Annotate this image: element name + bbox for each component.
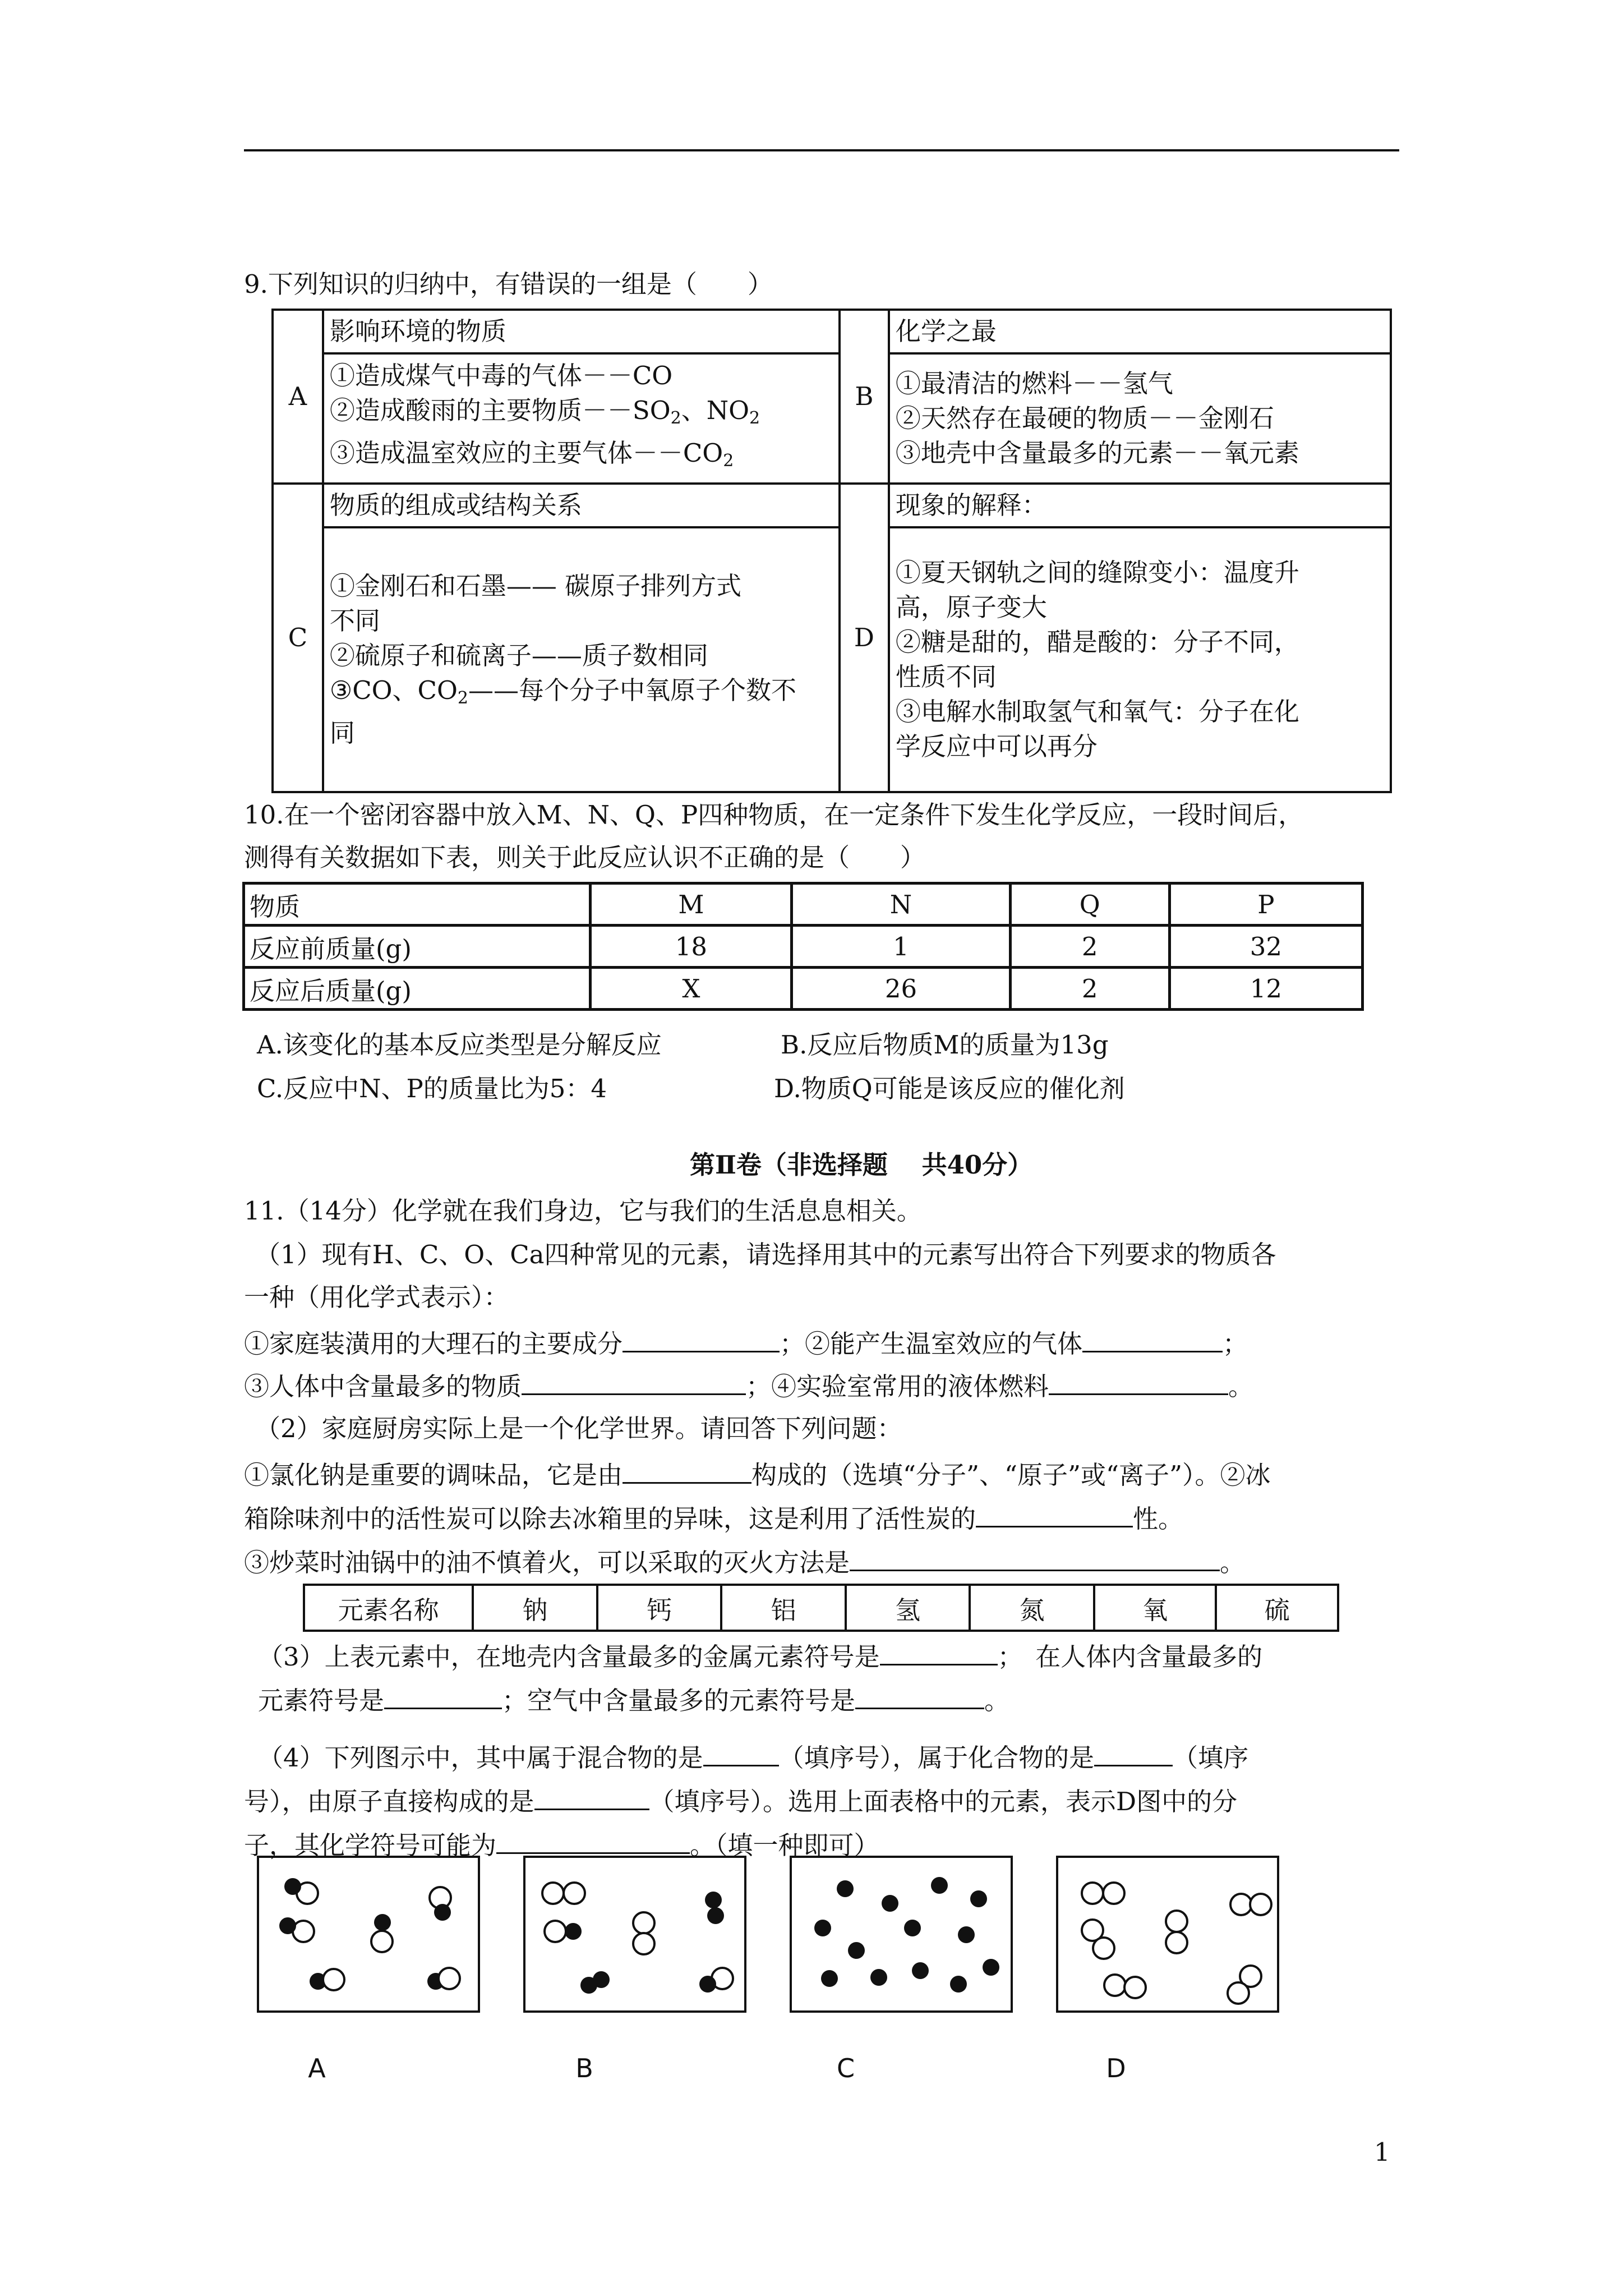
table-cell: 18 (591, 926, 792, 968)
white-atom (1227, 1981, 1250, 2005)
table-cell: X (591, 968, 792, 1010)
q9-letter-b: B (840, 310, 889, 484)
q9-table (271, 309, 1392, 793)
q10-option-d: D.物质Q可能是该反应的催化剂 (774, 1074, 1125, 1103)
q11-p2-line3: 箱除味剂中的活性炭可以除去冰箱里的异味，这是利用了活性炭的 性。 (244, 1499, 1183, 1536)
white-atom (1165, 1931, 1188, 1954)
figure-label-c: C (836, 2053, 855, 2083)
q11-p3-line2: 元素符号是 ；空气中含量最多的元素符号是 。 (258, 1681, 1009, 1718)
black-atom (284, 1878, 301, 1895)
q10-option-c: C.反应中N、P的质量比为5：4 (257, 1074, 607, 1103)
white-atom (1165, 1910, 1188, 1933)
q9-c-line1b: 不同 (329, 606, 380, 636)
black-atom (821, 1970, 838, 1987)
q10-stem-2: 测得有关数据如下表，则关于此反应认识不正确的是（ ） (244, 843, 926, 872)
q11-p2-line4: ③炒菜时油锅中的油不慎着火，可以采取的灭火方法是 。 (244, 1543, 1245, 1580)
q9-a-items (323, 353, 840, 484)
answer-blank[interactable] (384, 1681, 502, 1709)
q9-d-line2b: 性质不同 (895, 662, 997, 692)
q9-letter-d: D (840, 484, 889, 792)
q11-p1-line1: （1）现有H、C、O、Ca四种常见的元素，请选择用其中的元素写出符合下列要求的物质各 (255, 1240, 1276, 1269)
black-atom (593, 1971, 610, 1988)
table-cell: 26 (792, 968, 1010, 1010)
header-rule (244, 149, 1399, 151)
table-cell: 12 (1169, 968, 1362, 1010)
q9-d-line1b: 高，原子变大 (895, 592, 1047, 622)
answer-blank[interactable] (1082, 1324, 1223, 1352)
white-atom (632, 1911, 656, 1935)
black-atom (814, 1920, 831, 1936)
q11-intro: 11.（14分）化学就在我们身边，它与我们的生活息息相关。 (244, 1196, 922, 1226)
q11-p2-line2: ①氯化钠是重要的调味品，它是由 构成的（选填“分子”、“原子”或“离子”）。②冰 (244, 1455, 1271, 1493)
black-atom (565, 1923, 582, 1940)
page-number: 1 (1374, 2137, 1390, 2167)
answer-blank[interactable] (703, 1738, 779, 1766)
white-atom (1102, 1881, 1126, 1905)
q9-c-heading: 物质的组成或结构关系 (323, 484, 840, 527)
answer-blank[interactable] (623, 1324, 780, 1352)
table-row (244, 884, 1363, 926)
q11-p1-line2: 一种（用化学式表示）： (244, 1282, 509, 1312)
table-cell: 2 (1010, 926, 1169, 968)
figure-b (523, 1856, 746, 2013)
figure-label-a: A (308, 2053, 326, 2083)
black-atom (707, 1907, 724, 1924)
table-row (244, 926, 1363, 968)
table-row (304, 1585, 1338, 1631)
table-cell: 32 (1169, 926, 1362, 968)
black-atom (970, 1890, 987, 1907)
black-atom (848, 1942, 865, 1959)
q9-d-line3b: 学反应中可以再分 (895, 731, 1098, 761)
table-cell: 1 (792, 926, 1010, 968)
q9-c-line3b: 同 (329, 718, 355, 748)
black-atom (837, 1880, 854, 1897)
q9-letter-c: C (273, 484, 323, 792)
table-cell: 氮 (970, 1585, 1094, 1631)
table-cell: N (792, 884, 1010, 926)
white-atom (543, 1920, 567, 1943)
black-atom (279, 1917, 296, 1934)
section-title: 第Ⅱ卷（非选择题 共40分） (690, 1150, 1033, 1180)
answer-blank[interactable] (850, 1543, 1220, 1571)
table-cell: 物质 (244, 884, 591, 926)
table-cell: 钠 (473, 1585, 597, 1631)
q9-b-heading: 化学之最 (889, 310, 1391, 353)
black-atom (434, 1904, 451, 1921)
figure-a (257, 1856, 480, 2013)
table-cell: 反应后质量(g) (244, 968, 591, 1010)
q10-option-b: B.反应后物质M的质量为13g (781, 1030, 1109, 1060)
q9-c-line3: ③CO、$CO_2——$每个分子中氧原子个数不 (329, 675, 796, 708)
white-atom (437, 1967, 461, 1990)
black-atom (950, 1976, 967, 1993)
figure-label-b: B (575, 2053, 593, 2083)
q9-c-items (323, 527, 840, 792)
black-atom (912, 1962, 929, 1979)
table-cell: 硫 (1216, 1585, 1338, 1631)
q9-a-line1: ①造成煤气中毒的气体－－CO (329, 361, 673, 390)
q9-d-line1a: ①夏天钢轨之间的缝隙变小：温度升 (895, 558, 1299, 587)
q9-a-heading: 影响环境的物质 (323, 310, 840, 353)
white-atom (632, 1932, 656, 1955)
q9-b-items (889, 353, 1391, 484)
q11-p1-line4: ③人体中含量最多的物质 ；④实验室常用的液体燃料 。 (244, 1366, 1253, 1404)
white-atom (370, 1930, 394, 1953)
q9-letter-a: A (273, 310, 323, 484)
table-cell: 2 (1010, 968, 1169, 1010)
black-atom (958, 1926, 975, 1943)
white-atom (541, 1881, 565, 1905)
q9-d-heading: 现象的解释： (889, 484, 1391, 527)
figure-c (790, 1856, 1013, 2013)
white-atom (1092, 1936, 1115, 1960)
q9-d-line2a: ②糖是甜的，醋是酸的：分子不同， (895, 627, 1299, 657)
figure-label-d: D (1106, 2053, 1126, 2083)
answer-blank[interactable] (880, 1637, 998, 1665)
answer-blank[interactable] (1094, 1738, 1173, 1766)
answer-blank[interactable] (976, 1499, 1133, 1527)
q9-a-line2: ②造成酸雨的主要物质$--SO_2$、$NO_2$ (329, 395, 760, 428)
white-atom (562, 1881, 586, 1905)
table-cell: 氧 (1094, 1585, 1216, 1631)
q9-b-line1: ①最清洁的燃料－－氢气 (895, 369, 1173, 398)
black-atom (699, 1976, 716, 1993)
q9-stem: 9.下列知识的归纳中，有错误的一组是（ ） (244, 269, 773, 299)
table-row (244, 968, 1363, 1010)
element-table (303, 1584, 1339, 1632)
black-atom (931, 1877, 948, 1894)
white-atom (1123, 1976, 1147, 1999)
table-cell: P (1169, 884, 1362, 926)
q10-option-a: A.该变化的基本反应类型是分解反应 (257, 1030, 662, 1060)
answer-blank[interactable] (623, 1455, 751, 1484)
table-cell: M (591, 884, 792, 926)
table-cell: 氢 (846, 1585, 970, 1631)
black-atom (904, 1920, 921, 1936)
figure-d (1056, 1856, 1279, 2013)
answer-blank[interactable] (534, 1782, 649, 1810)
table-cell: 铝 (721, 1585, 846, 1631)
black-atom (870, 1969, 887, 1986)
black-atom (882, 1895, 898, 1912)
q10-table (242, 882, 1364, 1011)
q11-p2-line1: （2）家庭厨房实际上是一个化学世界。请回答下列问题： (255, 1414, 902, 1443)
answer-blank[interactable] (1049, 1366, 1228, 1395)
answer-blank[interactable] (496, 1825, 690, 1854)
table-cell: 钙 (597, 1585, 722, 1631)
q9-c-line2: ②硫原子和硫离子——质子数相同 (329, 641, 708, 670)
table-cell: Q (1010, 884, 1169, 926)
q9-d-items (889, 527, 1391, 792)
white-atom (1081, 1881, 1104, 1905)
q9-b-line2: ②天然存在最硬的物质－－金刚石 (895, 403, 1274, 433)
answer-blank[interactable] (522, 1366, 746, 1395)
black-atom (705, 1892, 722, 1908)
white-atom (322, 1968, 345, 1991)
black-atom (983, 1959, 999, 1976)
q11-p4-line1: （4）下列图示中，其中属于混合物的是 （填序号），属于化合物的是 （填序 (258, 1738, 1248, 1775)
q11-p1-line3: ①家庭装潢用的大理石的主要成分 ；②能产生温室效应的气体 ； (244, 1324, 1248, 1361)
white-atom (1249, 1893, 1272, 1916)
answer-blank[interactable] (855, 1681, 984, 1709)
q11-p4-line2: 号），由原子直接构成的是 （填序号）。选用上面表格中的元素，表示D图中的分 (244, 1782, 1237, 1819)
q9-c-line1a: ①金刚石和石墨—— 碳原子排列方式 (329, 571, 742, 601)
q11-p3-line1: （3）上表元素中，在地壳内含量最多的金属元素符号是 ； 在人体内含量最多的 (258, 1637, 1262, 1674)
table-cell: 元素名称 (304, 1585, 473, 1631)
q9-d-line3a: ③电解水制取氢气和氧气：分子在化 (895, 697, 1299, 726)
q9-a-line3: ③造成温室效应的主要气体$--CO_2$ (329, 438, 734, 471)
q10-stem-1: 10.在一个密闭容器中放入M、N、Q、P四种物质，在一定条件下发生化学反应，一段时间后， (244, 800, 1304, 830)
table-cell: 反应前质量(g) (244, 926, 591, 968)
q11-p4-line3: 子，其化学符号可能为 。（填一种即可） (244, 1825, 879, 1863)
q9-b-line3: ③地壳中含量最多的元素－－氧元素 (895, 438, 1299, 468)
black-atom (374, 1914, 391, 1931)
